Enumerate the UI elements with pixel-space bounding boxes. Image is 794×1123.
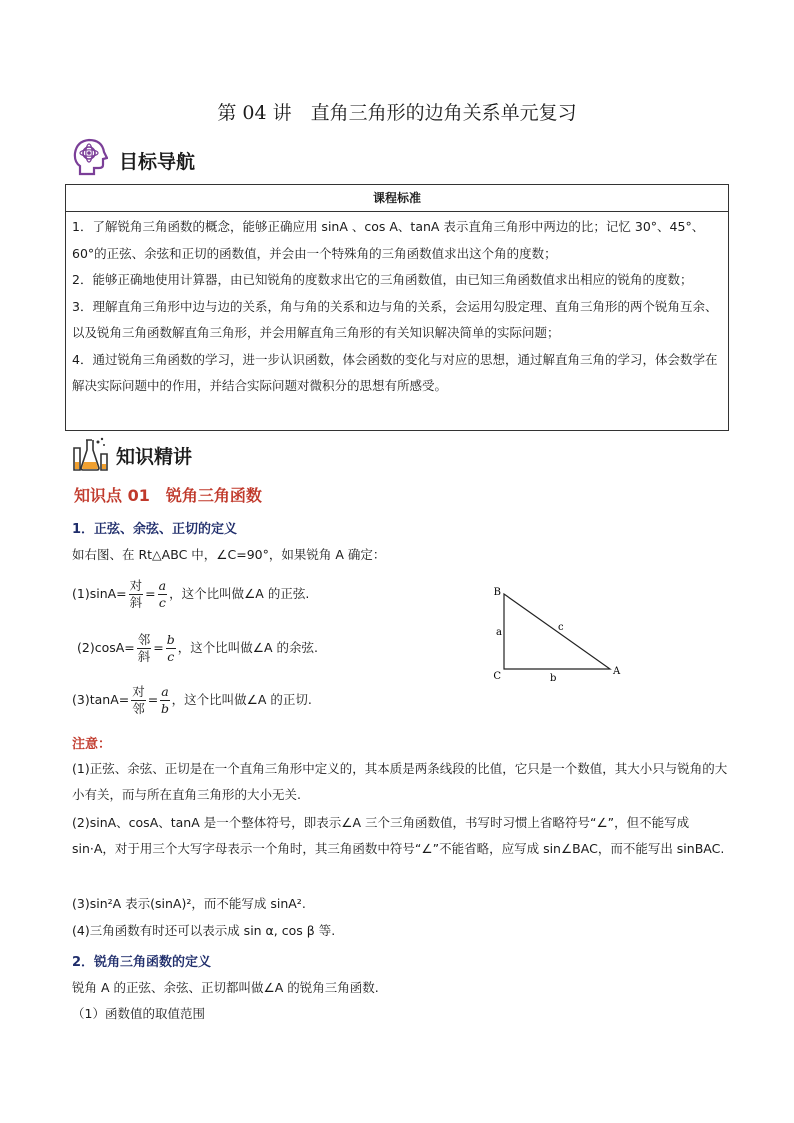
note-paragraph-2: (2)sinA、cosA、tanA 是一个整体符号，即表示∠A 三个三角函数值，书写时习惯上省略符号“∠”，但不能写成 sin·A，对于用三个大写字母表示一个角时，其三角函数中符号“∠”不能省略，应写成 sin∠BAC，而不能写出 sinBAC. [72, 815, 725, 856]
note-heading: 注意： [72, 737, 112, 752]
target-nav-icon [72, 138, 108, 176]
knowledge-point-title: 知识点 01 锐角三角函数 [74, 486, 262, 505]
fraction-adjacent-hypotenuse: $\frac{\text{邻}}{\text{斜}}$ [137, 631, 151, 664]
standards-body [66, 212, 728, 400]
note-paragraph-4: (4)三角函数有时还可以表示成 sin α, cos β 等. [72, 923, 336, 938]
standard-item: 1．了解锐角三角函数的概念，能够正确应用 sinA 、cos A、tanA 表示直角三角形中两边的比；记忆 30°、45°、60°的正弦、余弦和正切的函数值，并会由一个特殊角的三角函数值求出这个角的度数； [72, 219, 705, 261]
sub2-paragraph-2: （1）函数值的取值范围 [72, 1006, 205, 1021]
flask-icon [70, 436, 110, 472]
sin-prefix: (1)sinA= [72, 586, 127, 601]
side-c-label: c [558, 622, 564, 633]
side-a-label: a [496, 627, 502, 638]
fraction-opposite-adjacent: $\frac{\text{对}}{\text{邻}}$ [132, 683, 145, 716]
side-b-label: b [550, 673, 557, 684]
vertex-A-label: A [613, 666, 621, 677]
sub2-paragraph-1: 锐角 A 的正弦、余弦、正切都叫做∠A 的锐角三角函数. [72, 980, 379, 995]
standard-item: 2．能够正确地使用计算器，由已知锐角的度数求出它的三角函数值，由已知三角函数值求出相应的锐角的度数； [72, 272, 693, 287]
cos-definition: (2)cosA= $\frac{\text{邻}}{\text{斜}}$ = $\frac{b}{c}$ ，这个比叫做∠A 的余弦. [77, 631, 318, 664]
section-heading-goals: 目标导航 [119, 151, 196, 173]
fraction-opposite-hypotenuse: $\frac{\text{对}}{\text{斜}}$ [129, 577, 143, 610]
subheading-definitions: 1．正弦、余弦、正切的定义 [72, 522, 238, 537]
standard-item: 3．理解直角三角形中边与边的关系，角与角的关系和边与角的关系，会运用勾股定理、直角三角形的两个锐角互余、以及锐角三角函数解直角三角形，并会用解直角三角形的有关知识解决简单的实际问题； [72, 298, 718, 340]
page-title: 第 04 讲 直角三角形的边角关系单元复习 [217, 102, 577, 124]
standards-table [65, 184, 729, 431]
standards-header: 课程标准 [66, 185, 728, 212]
fraction-b-c: $\frac{b}{c}$ [166, 631, 175, 664]
cos-prefix: (2)cosA= [77, 640, 135, 655]
right-triangle-figure [490, 584, 630, 684]
sin-suffix: ，这个比叫做∠A 的正弦. [169, 586, 310, 601]
note-paragraph-3: (3)sin²A 表示(sinA)²，而不能写成 sinA². [72, 896, 306, 911]
tan-prefix: (3)tanA= [72, 692, 130, 707]
note-paragraph-1: (1)正弦、余弦、正切是在一个直角三角形中定义的，其本质是两条线段的比值，它只是一个数值，其大小只与锐角的大小有关，而与所在直角三角形的大小无关. [72, 761, 728, 802]
vertex-C-label: C [493, 671, 501, 682]
standard-item: 4．通过锐角三角函数的学习，进一步认识函数，体会函数的变化与对应的思想，通过解直角三角的学习，体会数学在解决实际问题中的作用，并结合实际问题对微积分的思想有所感受。 [72, 351, 718, 393]
fraction-a-c: $\frac{a}{c}$ [158, 577, 167, 610]
fraction-a-b: $\frac{a}{b}$ [160, 683, 169, 716]
tan-definition: (3)tanA= $\frac{\text{对}}{\text{邻}}$ = $\frac{a}{b}$ ，这个比叫做∠A 的正切. [72, 683, 312, 716]
tan-suffix: ，这个比叫做∠A 的正切. [171, 692, 312, 707]
cos-suffix: ，这个比叫做∠A 的余弦. [177, 640, 318, 655]
subheading-acute-functions: 2．锐角三角函数的定义 [72, 955, 212, 970]
section-heading-knowledge: 知识精讲 [116, 446, 193, 468]
vertex-B-label: B [493, 587, 501, 598]
intro-text: 如右图、在 Rt△ABC 中，∠C=90°，如果锐角 A 确定： [72, 547, 386, 562]
sin-definition: (1)sinA= $\frac{\text{对}}{\text{斜}}$ = $\frac{a}{c}$ ，这个比叫做∠A 的正弦. [72, 577, 310, 610]
